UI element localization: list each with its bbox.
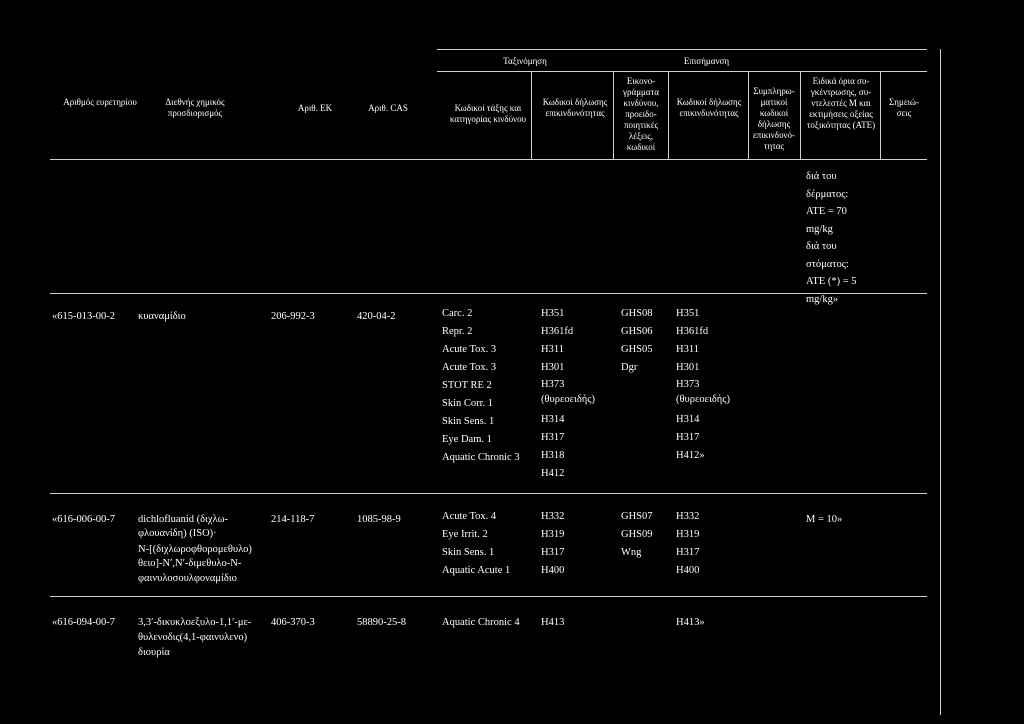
- header-hazard-class: Κωδικοί τάξης και κατηγορίας κινδύνου: [449, 103, 527, 124]
- col-divider: [613, 71, 614, 159]
- header-notes: Σημειώ-σεις: [889, 97, 919, 118]
- row1-pictograms: GHS08 GHS06 GHS05 Dgr: [621, 308, 653, 373]
- top-rule: [437, 49, 927, 50]
- header-index: Αριθμός ευρετηρίου: [63, 97, 137, 107]
- col-divider: [668, 71, 669, 159]
- group-rule: [437, 71, 927, 72]
- group-labelling-header: Επισήμανση: [683, 56, 730, 66]
- row1-label-h: H351 H361fd H311 H301 H373 (θυρεοειδής) H314 H317 H412»: [676, 308, 730, 461]
- header-chemical-name: Διεθνής χημικός προσδιορισμός: [165, 97, 225, 118]
- row3-cas: 58890-25-8: [357, 617, 406, 628]
- row2-ec: 214-118-7: [271, 514, 315, 525]
- right-border: [940, 49, 941, 715]
- col-divider: [531, 71, 532, 159]
- row2-name: dichlofluanid (διχλω- φλουανίδη) (ISO)· N-[(διχλωροφθορομεθυλο) θειο]-N′,N′-διμεθυλο-N- φαινυλοσουλφοναμίδιο: [138, 514, 252, 584]
- col-divider: [748, 71, 749, 159]
- header-ec: Αριθ. ΕΚ: [297, 103, 333, 113]
- row2-index: «616-006-00-7: [52, 514, 115, 525]
- row1-index: «615-013-00-2: [52, 311, 115, 322]
- header-supplementary: Συμπληρω-ματικοί κωδικοί δήλωσης επικινδυνό-τητας: [752, 86, 796, 151]
- col-divider: [880, 71, 881, 159]
- col-divider: [800, 71, 801, 159]
- row1-class-h: H351 H361fd H311 H301 H373 (θυρεοειδής) H314 H317 H318 H412: [541, 308, 595, 479]
- row2-limits: M = 10»: [806, 514, 843, 525]
- row-rule-1: [50, 293, 927, 294]
- row3-name: 3,3′-δικυκλοεξυλο-1,1′-με- θυλενοδις(4,1-φαινυλενο) διουρία: [138, 617, 252, 658]
- group-classification-header: Ταξινόμηση: [503, 56, 547, 66]
- row-rule-2: [50, 493, 927, 494]
- row1-ec: 206-992-3: [271, 311, 315, 322]
- header-class-hstatement: Κωδικοί δήλωσης επικινδυνότητας: [542, 97, 608, 118]
- row1-hazard-classes: Carc. 2 Repr. 2 Acute Tox. 3 Acute Tox. 3 STOT RE 2 Skin Corr. 1 Skin Sens. 1 Eye Dam. 1 Aquatic Chronic 3: [442, 308, 520, 463]
- header-pictogram: Εικονο-γράμματα κινδύνου, προειδο-ποιητικές λέξεις, κωδικοί: [623, 76, 659, 152]
- row3-hazard-class: Aquatic Chronic 4: [442, 617, 520, 628]
- row2-pictograms: GHS07 GHS09 Wng: [621, 511, 653, 558]
- row-rule-3: [50, 596, 927, 597]
- header-limits: Ειδικά όρια συ-γκέντρωσης, συ-ντελεστές Μ και εκτιμήσεις οξείας τοξικότητας (ΑΤΕ): [806, 76, 876, 130]
- row2-label-h: H332 H319 H317 H400: [676, 511, 700, 576]
- header-bottom-rule: [50, 159, 927, 160]
- row3-label-h: H413»: [676, 617, 705, 628]
- row1-name: κυαναμίδιο: [138, 311, 186, 322]
- row3-index: «616-094-00-7: [52, 617, 115, 628]
- row3-ec: 406-370-3: [271, 617, 315, 628]
- row2-hazard-classes: Acute Tox. 4 Eye Irrit. 2 Skin Sens. 1 Aquatic Acute 1: [442, 511, 511, 576]
- row3-class-h: H413: [541, 617, 565, 628]
- previous-row-limits: διά του δέρματος: ATE = 70 mg/kg διά του στόματος: ATE (*) = 5 mg/kg»: [806, 171, 857, 305]
- header-cas: Αριθ. CAS: [368, 103, 408, 113]
- header-label-hstatement: Κωδικοί δήλωσης επικινδυνότητας: [676, 97, 742, 118]
- row2-class-h: H332 H319 H317 H400: [541, 511, 565, 576]
- row2-cas: 1085-98-9: [357, 514, 401, 525]
- row1-cas: 420-04-2: [357, 311, 396, 322]
